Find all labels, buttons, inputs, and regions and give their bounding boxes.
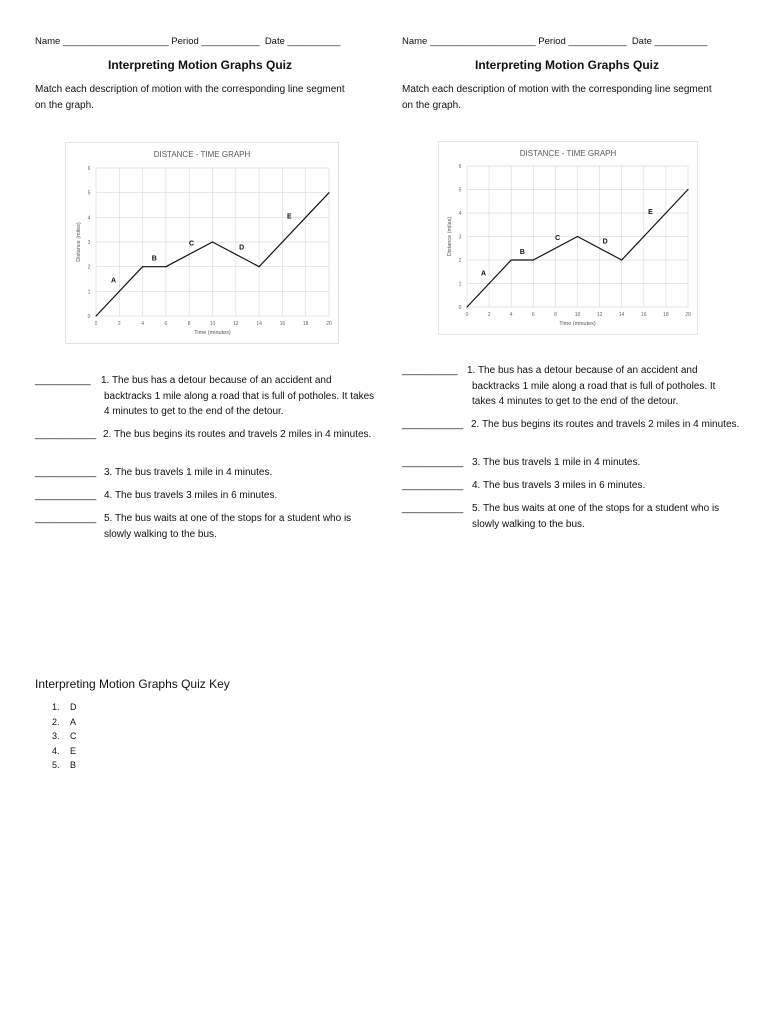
question-item bbox=[35, 488, 375, 504]
question-text: 2. The bus begins its routes and travels 2 miles in 4 minutes. bbox=[103, 429, 372, 440]
y-tick-label: 1 bbox=[458, 281, 462, 288]
quiz-title: Interpreting Motion Graphs Quiz bbox=[108, 58, 292, 72]
y-tick-label: 5 bbox=[87, 190, 91, 197]
distance-time-chart bbox=[438, 141, 698, 335]
x-tick-label: 18 bbox=[663, 312, 669, 318]
x-tick-label: 4 bbox=[509, 312, 513, 318]
question-item bbox=[402, 501, 742, 532]
date-label: Date bbox=[264, 36, 285, 47]
x-tick-label: 18 bbox=[302, 321, 309, 327]
question-text: 4. The bus travels 3 miles in 6 minutes. bbox=[472, 480, 646, 491]
answer-blank[interactable]: ___________ bbox=[402, 457, 464, 468]
question-item bbox=[402, 417, 742, 433]
question-item bbox=[35, 373, 375, 420]
x-axis-label: Time (minutes) bbox=[559, 321, 596, 327]
x-tick-label: 20 bbox=[326, 321, 332, 327]
period-blank: ___________ bbox=[201, 36, 260, 47]
answer-blank[interactable]: __________ bbox=[402, 365, 458, 376]
x-tick-label: 8 bbox=[187, 321, 191, 327]
x-tick-label: 0 bbox=[465, 312, 469, 318]
key-answer: A bbox=[70, 716, 77, 727]
answer-blank[interactable]: ___________ bbox=[35, 513, 97, 524]
answer-blank[interactable]: ___________ bbox=[402, 480, 464, 491]
y-axis-label: Distance (miles) bbox=[447, 216, 453, 257]
x-tick-label: 6 bbox=[531, 312, 535, 318]
period-blank: ___________ bbox=[568, 36, 627, 47]
segment-label: A bbox=[110, 277, 117, 285]
answer-key-title: Interpreting Motion Graphs Quiz Key bbox=[35, 677, 230, 691]
x-tick-label: 16 bbox=[641, 312, 647, 318]
y-tick-label: 2 bbox=[87, 264, 91, 271]
date-blank: __________ bbox=[287, 36, 341, 47]
segment-label: C bbox=[188, 240, 195, 248]
x-axis-label: Time (minutes) bbox=[194, 330, 231, 336]
y-tick-label: 2 bbox=[458, 258, 462, 264]
y-tick-label: 0 bbox=[458, 305, 462, 311]
name-label: Name bbox=[402, 36, 428, 47]
segment-label: B bbox=[519, 249, 525, 257]
question-text: 1. The bus has a detour because of an accident and backtracks 1 mile along a road that is full of potholes. It takes 4 minutes to get to the end of the detour. bbox=[467, 365, 716, 407]
student-info-line bbox=[35, 36, 340, 47]
chart-svg bbox=[439, 142, 697, 334]
question-item bbox=[402, 363, 742, 410]
question-text: 5. The bus waits at one of the stops for a student who is slowly walking to the bus. bbox=[472, 503, 720, 530]
answer-blank[interactable]: __________ bbox=[35, 375, 91, 386]
y-tick-label: 5 bbox=[458, 187, 462, 194]
key-number: 2. bbox=[52, 716, 60, 727]
question-text: 1. The bus has a detour because of an accident and backtracks 1 mile along a road that is full of potholes. It takes 4 minutes to get to the end of the detour. bbox=[101, 375, 375, 417]
y-tick-label: 4 bbox=[87, 215, 91, 222]
date-label: Date bbox=[631, 36, 652, 47]
x-tick-label: 8 bbox=[554, 312, 557, 318]
answer-key-row bbox=[52, 715, 77, 730]
question-text: 2. The bus begins its routes and travels 2 miles in 4 minutes. bbox=[471, 419, 740, 430]
x-tick-label: 2 bbox=[117, 321, 121, 327]
answer-key-row bbox=[52, 758, 77, 773]
key-number: 4. bbox=[52, 745, 60, 756]
quiz-title: Interpreting Motion Graphs Quiz bbox=[475, 58, 659, 72]
question-item bbox=[35, 427, 375, 443]
answer-blank[interactable]: ___________ bbox=[35, 490, 97, 501]
x-tick-label: 12 bbox=[596, 312, 603, 318]
series-segment bbox=[622, 190, 688, 261]
segment-label: E bbox=[648, 209, 653, 217]
date-blank: __________ bbox=[654, 36, 708, 47]
answer-key-row bbox=[52, 744, 77, 759]
x-tick-label: 4 bbox=[141, 321, 144, 327]
answer-key-row bbox=[52, 729, 77, 744]
answer-blank[interactable]: ___________ bbox=[402, 419, 464, 430]
question-item bbox=[402, 478, 742, 494]
key-answer: B bbox=[70, 760, 77, 770]
instructions: Match each description of motion with the corresponding line segment on the graph. bbox=[402, 84, 712, 111]
segment-label: B bbox=[151, 255, 157, 263]
answer-blank[interactable]: ___________ bbox=[35, 467, 97, 478]
key-answer: D bbox=[70, 702, 77, 712]
x-tick-label: 10 bbox=[209, 321, 216, 327]
chart-svg bbox=[66, 143, 338, 343]
segment-label: A bbox=[481, 270, 487, 278]
y-tick-label: 3 bbox=[458, 234, 462, 241]
x-tick-label: 20 bbox=[685, 312, 691, 318]
y-tick-label: 6 bbox=[458, 164, 462, 170]
answer-key-row bbox=[52, 700, 77, 715]
y-tick-label: 6 bbox=[87, 166, 91, 172]
name-label: Name bbox=[35, 36, 61, 47]
student-info-line bbox=[402, 36, 707, 47]
segment-label: D bbox=[239, 244, 245, 252]
segment-label: D bbox=[602, 238, 608, 246]
x-tick-label: 14 bbox=[256, 321, 262, 327]
distance-time-chart bbox=[65, 142, 339, 344]
y-tick-label: 1 bbox=[87, 289, 91, 296]
question-text: 4. The bus travels 3 miles in 6 minutes. bbox=[104, 490, 278, 501]
x-tick-label: 0 bbox=[94, 321, 98, 327]
x-tick-label: 10 bbox=[574, 312, 581, 318]
question-item bbox=[35, 465, 375, 481]
key-answer: E bbox=[70, 745, 77, 756]
y-tick-label: 0 bbox=[87, 314, 91, 320]
series-segment bbox=[259, 193, 329, 267]
chart-title: DISTANCE - TIME GRAPH bbox=[153, 150, 251, 159]
answer-key-list bbox=[52, 700, 77, 773]
period-label: Period bbox=[171, 36, 199, 47]
name-blank: ____________________ bbox=[62, 36, 169, 47]
segment-label: E bbox=[287, 213, 292, 221]
x-tick-label: 14 bbox=[618, 312, 625, 318]
y-tick-label: 3 bbox=[87, 240, 91, 246]
x-tick-label: 12 bbox=[233, 321, 239, 327]
name-blank: ____________________ bbox=[429, 36, 536, 47]
chart-title: DISTANCE - TIME GRAPH bbox=[519, 149, 617, 158]
y-tick-label: 4 bbox=[458, 211, 462, 217]
period-label: Period bbox=[538, 36, 566, 47]
question-text: 5. The bus waits at one of the stops for a student who is slowly walking to the bus. bbox=[104, 513, 352, 540]
question-item bbox=[402, 455, 742, 471]
question-text: 3. The bus travels 1 mile in 4 minutes. bbox=[472, 457, 641, 468]
key-answer: C bbox=[70, 731, 77, 741]
question-item bbox=[35, 511, 375, 542]
answer-blank[interactable]: ___________ bbox=[35, 429, 97, 440]
key-number: 1. bbox=[52, 702, 60, 712]
segment-label: C bbox=[555, 235, 561, 243]
key-number: 5. bbox=[52, 760, 60, 770]
y-axis-label: Distance (miles) bbox=[76, 222, 82, 262]
instructions: Match each description of motion with the corresponding line segment on the graph. bbox=[35, 84, 345, 111]
x-tick-label: 2 bbox=[487, 312, 491, 318]
x-tick-label: 6 bbox=[164, 321, 168, 327]
key-number: 3. bbox=[52, 731, 60, 741]
answer-blank[interactable]: ___________ bbox=[402, 503, 464, 514]
question-text: 3. The bus travels 1 mile in 4 minutes. bbox=[104, 467, 273, 478]
x-tick-label: 16 bbox=[279, 321, 286, 327]
